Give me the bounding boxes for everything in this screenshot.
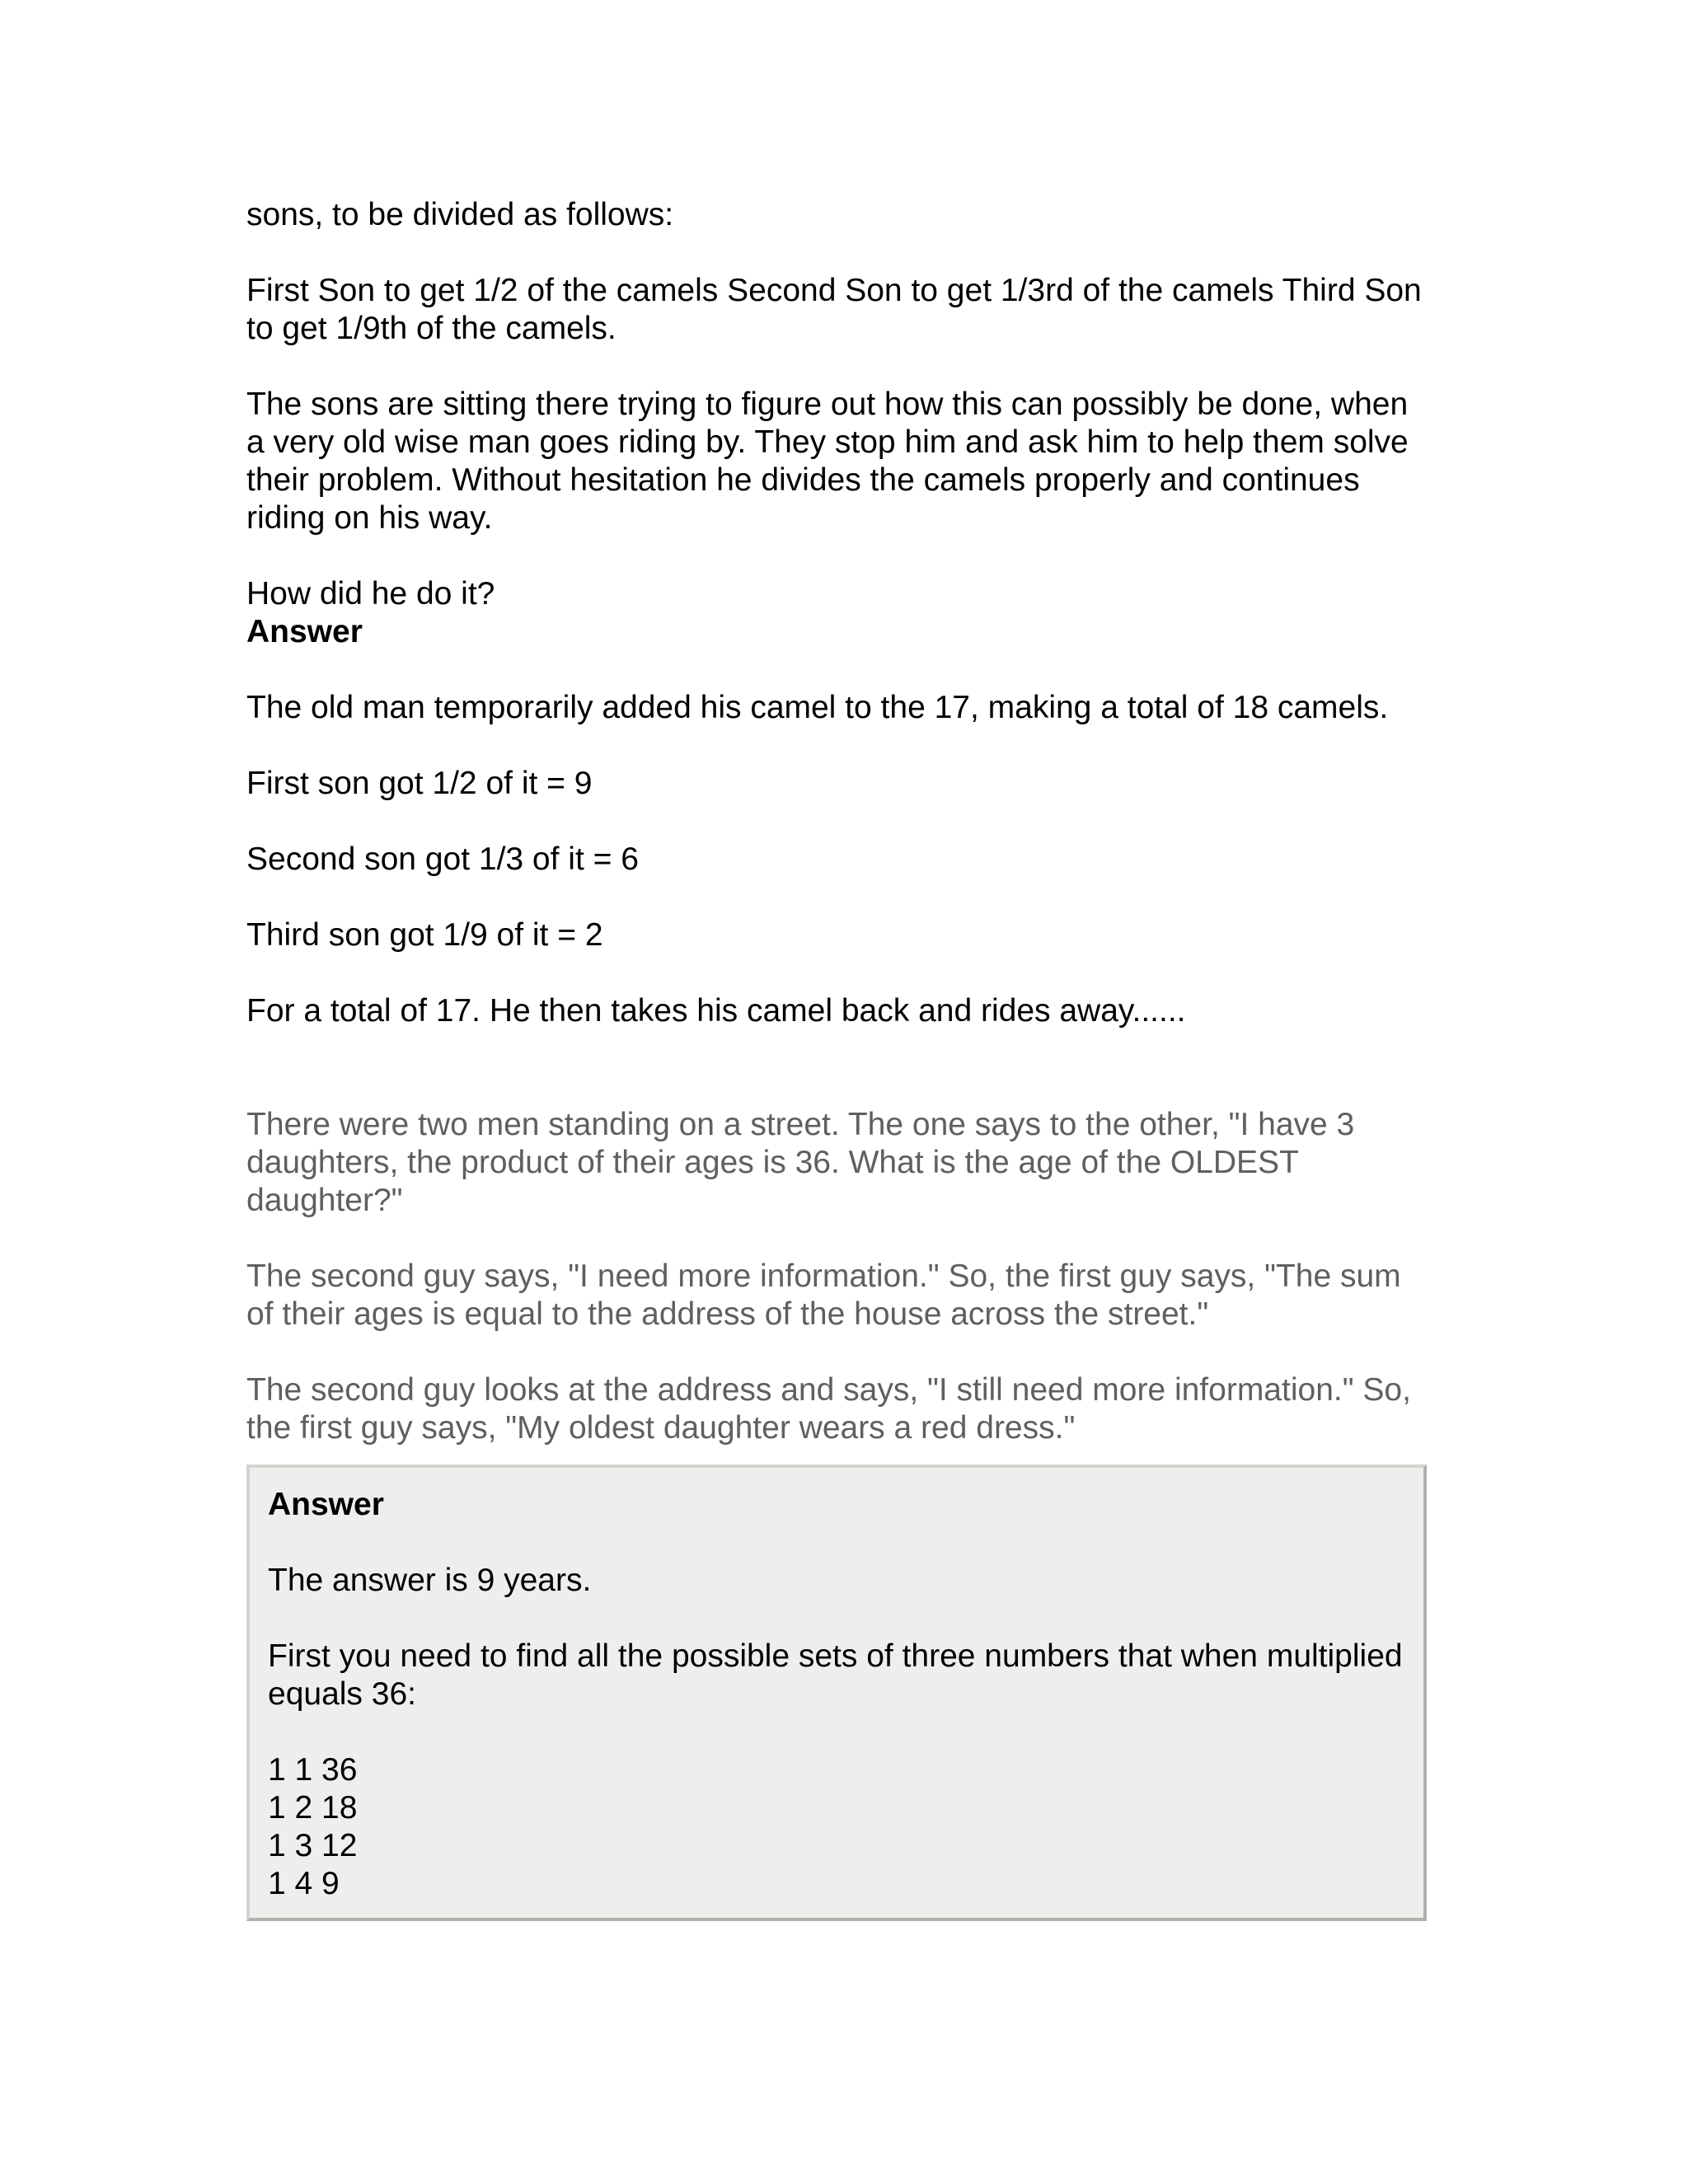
camel-division-text: First Son to get 1/2 of the camels Second Son to get 1/3rd of the camels Third Son to get 1/9th of the camels. — [246, 273, 1422, 346]
camel-question-text: How did he do it? — [246, 576, 495, 612]
daughters-answer-heading: Answer — [268, 1487, 384, 1522]
daughters-explanation-text: First you need to find all the possible sets of three numbers that when multiplied equals 36: — [268, 1638, 1403, 1712]
third-son-line: Third son got 1/9 of it = 2 — [246, 917, 603, 953]
daughters-answer-line: The answer is 9 years. — [268, 1563, 592, 1598]
camel-conclusion-text: For a total of 17. He then takes his camel back and rides away...... — [246, 993, 1186, 1029]
camel-answer-heading: Answer — [246, 614, 363, 649]
number-sets-list — [268, 1751, 1405, 1903]
daughters-answer-box — [246, 1465, 1427, 1921]
camel-answer-intro: The old man temporarily added his camel to the 17, making a total of 18 camels. — [246, 690, 1389, 725]
camel-story-text: The sons are sitting there trying to figure out how this can possibly be done, when a very old wise man goes riding by. They stop him and ask him to help them solve their problem. Without hesitation he divides the camels properly and continues riding on his way. — [246, 387, 1409, 536]
number-set-item: 1 3 12 — [268, 1828, 358, 1863]
first-son-line: First son got 1/2 of it = 9 — [246, 766, 593, 801]
camel-intro-text: sons, to be divided as follows: — [246, 197, 674, 232]
second-son-line: Second son got 1/3 of it = 6 — [246, 841, 639, 877]
number-set-item: 1 1 36 — [268, 1752, 358, 1788]
document-page — [246, 196, 1433, 1447]
daughters-paragraph-2: The second guy says, "I need more information." So, the first guy says, "The sum of their ages is equal to the address of the house across the street." — [246, 1258, 1401, 1332]
number-set-item: 1 2 18 — [268, 1790, 358, 1825]
daughters-paragraph-3: The second guy looks at the address and says, "I still need more information." So, the first guy says, "My oldest daughter wears a red dress." — [246, 1372, 1411, 1446]
daughters-paragraph-1: There were two men standing on a street. The one says to the other, "I have 3 daughters, the product of their ages is 36. What is the age of the OLDEST daughter?" — [246, 1107, 1355, 1218]
number-set-item: 1 4 9 — [268, 1866, 340, 1901]
